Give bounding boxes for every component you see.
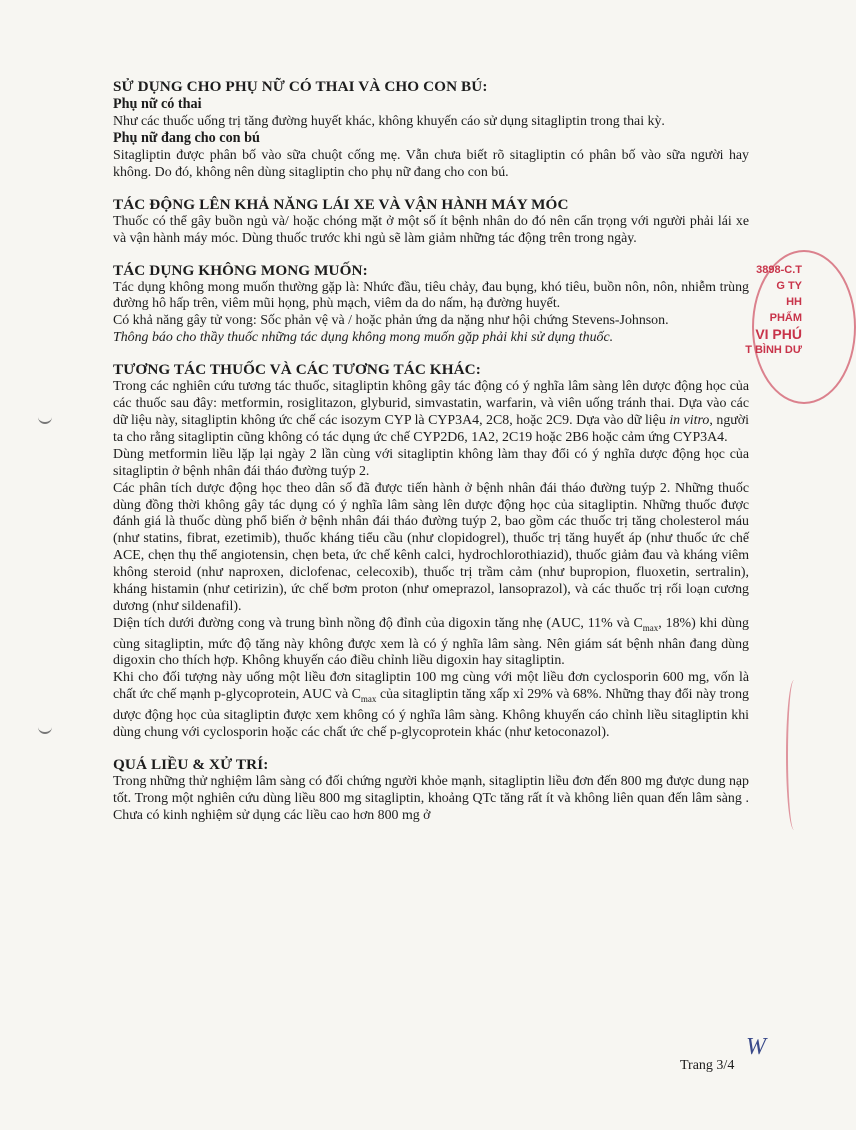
paragraph: Các phân tích dược động học theo dân số đã được tiến hành ở bệnh nhân đái tháo đường tuýp 2. Những thuốc dùng đồng thời không gây tác dụng có ý nghĩa lâm sàng lên dược động học của sitagliptin. Những thuốc được đánh giá là thuốc dùng phổ biến ở bệnh nhân đái tháo đường tuýp 2, bao gồm các thuốc trị tăng cholesterol máu (như statins, fibrat, ezetimib), thuốc kháng tiểu cầu (như clopidogrel), thuốc trị tăng huyết áp (như thuốc ức chế ACE, chẹn thụ thể angiotensin, chẹn beta, ức chế kênh calci, hydrochlorothiazid), thuốc giảm đau và kháng viêm không steroid (như naproxen, diclofenac, celecoxib), thuốc trị trầm cảm (như bupropion, fluoxetin, sertralin), kháng histamin (như cetirizin), ức chế bơm proton (như omeprazol, lansoprazol), và các thuốc trị rối loạn cương dương (như sildenafil).: [113, 480, 749, 614]
signature-mark: W: [746, 1034, 766, 1060]
section-overdose: [113, 756, 749, 825]
stamp-line: G TY: [776, 280, 802, 292]
document-page: [113, 78, 749, 838]
stamp-edge-mark: [786, 680, 802, 830]
paragraph: Trong những thử nghiệm lâm sàng có đối chứng người khỏe mạnh, sitagliptin liều đơn đến 800 mg được dung nạp tốt. Trong một nghiên cứu dùng liều 800 mg sitagliptin, khoảng QTc tăng rất ít và không liên quan đến lâm sàng . Chưa có kinh nghiệm sử dụng các liều cao hơn 800 mg ở: [113, 773, 749, 823]
subheading: Phụ nữ có thai: [113, 96, 202, 112]
page-number: Trang 3/4: [680, 1058, 735, 1073]
paragraph: Có khả năng gây tử vong: Sốc phản vệ và / hoặc phản ứng da nặng như hội chứng Stevens-Johnson.: [113, 313, 669, 329]
paragraph: Trong các nghiên cứu tương tác thuốc, sitagliptin không gây tác động có ý nghĩa lâm sàng lên dược động học của các thuốc sau đây: metformin, rosiglitazon, glyburid, simvastatin, warfarin, và viên uống tránh thai. Dựa vào các dữ liệu này, sitagliptin không ức chế các isozym CYP là CYP3A4, 2C8, hoặc 2C9. Dựa vào dữ liệu in vitro, người ta cho rằng sitagliptin cũng không có tác dụng ức chế CYP2D6, 1A2, 2C19 hoặc 2B6 hoặc cảm ứng CYP3A4.: [113, 379, 749, 445]
section-pregnancy: [113, 78, 749, 182]
paragraph: Khi cho đối tượng này uống một liều đơn sitagliptin 100 mg cùng với một liều đơn cyclosporin 600 mg, vốn là chất ức chế mạnh p-glycoprotein, AUC và $C_{max}$ của sitagliptin tăng xấp xỉ 29% và 68%. Những thay đổi này trong dược động học của sitagliptin được xem không có ý nghĩa lâm sàng. Không khuyến cáo chỉnh liều sitagliptin khi dùng chung với cyclosporin hoặc các chất ức chế p-glycoprotein khác (như ketoconazol).: [113, 670, 749, 740]
stamp-line: HH: [786, 296, 802, 308]
subheading: Phụ nữ đang cho con bú: [113, 130, 260, 147]
section-heading: QUÁ LIỀU & XỬ TRÍ:: [113, 755, 269, 773]
stamp-line: 3898-C.T: [756, 264, 802, 276]
paragraph: Thuốc có thể gây buồn ngủ và/ hoặc chóng mặt ở một số ít bệnh nhân do đó nên cẩn trọng với người phải lái xe và vận hành máy móc. Dùng thuốc trước khi ngủ sẽ làm giảm những tác động trên trong ngày.: [113, 213, 749, 246]
section-interactions: [113, 361, 749, 742]
company-stamp: [740, 262, 802, 402]
stamp-line: VI PHÚ: [755, 326, 802, 342]
punch-hole-mark: [38, 412, 52, 424]
stamp-line: T BÌNH DƯ: [745, 344, 802, 356]
paragraph: Diện tích dưới đường cong và trung bình nồng độ đỉnh của digoxin tăng nhẹ (AUC, 11% và $C_{max}$, 18%) khi dùng cùng sitagliptin, mức độ tăng này không được xem là có ý nghĩa lâm sàng. Nên giám sát bệnh nhân đang dùng digoxin cho thích hợp. Không khuyến cáo điều chỉnh liều digoxin hay sitagliptin.: [113, 615, 749, 669]
paragraph-italic: Thông báo cho thầy thuốc những tác dụng không mong muốn gặp phải khi sử dụng thuốc.: [113, 330, 614, 346]
stamp-line: PHẨM: [769, 312, 802, 324]
section-heading: SỬ DỤNG CHO PHỤ NỮ CÓ THAI VÀ CHO CON BÚ:: [113, 78, 488, 95]
section-heading: TÁC ĐỘNG LÊN KHẢ NĂNG LÁI XE VÀ VẬN HÀNH MÁY MÓC: [113, 195, 569, 213]
paragraph: Dùng metformin liều lặp lại ngày 2 lần cùng với sitagliptin không làm thay đổi có ý nghĩa dược động học của sitagliptin ở bệnh nhân đái tháo đường tuýp 2.: [113, 446, 749, 479]
paragraph: Sitagliptin được phân bố vào sữa chuột cống mẹ. Vẫn chưa biết rõ sitagliptin có phân bố vào sữa người hay không. Do đó, không nên dùng sitagliptin cho phụ nữ đang cho con bú.: [113, 147, 749, 180]
punch-hole-mark: [38, 722, 52, 734]
paragraph: Tác dụng không mong muốn thường gặp là: Nhức đầu, tiêu chảy, đau bụng, khó tiêu, buồn nôn, nôn, nhiễm trùng đường hô hấp trên, viêm mũi họng, phù mạch, viêm da do nấm, hạ đường huyết.: [113, 279, 749, 312]
paragraph: Như các thuốc uống trị tăng đường huyết khác, không khuyến cáo sử dụng sitagliptin trong thai kỳ.: [113, 113, 665, 129]
section-side-effects: [113, 262, 749, 348]
section-heading: TƯƠNG TÁC THUỐC VÀ CÁC TƯƠNG TÁC KHÁC:: [113, 361, 481, 379]
section-heading: TÁC DỤNG KHÔNG MONG MUỐN:: [113, 261, 368, 279]
section-driving: [113, 196, 749, 248]
